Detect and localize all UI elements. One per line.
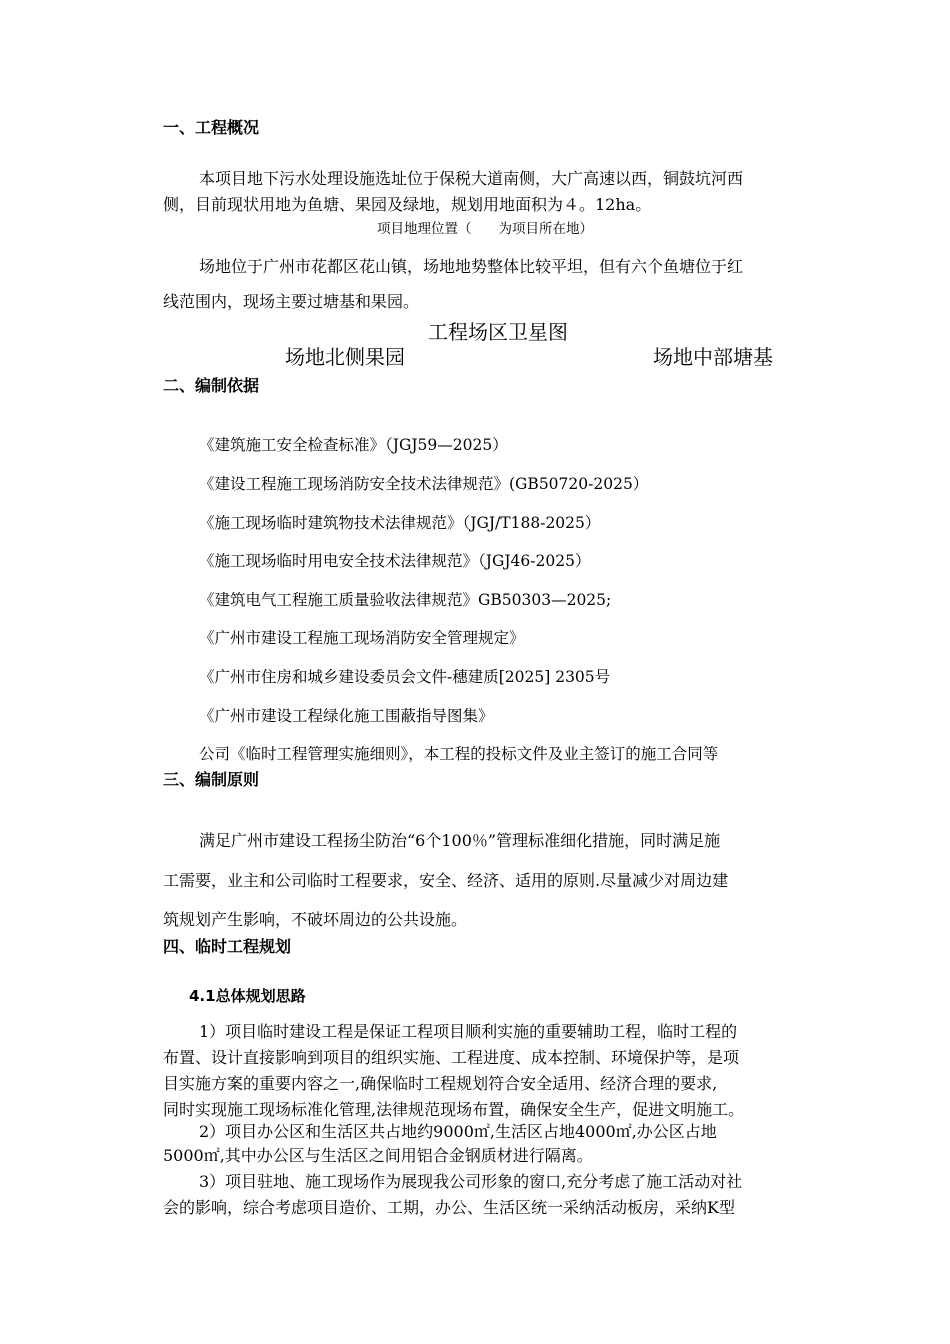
reference-item: 《广州市建设工程绿化施工围蔽指导图集》 [199, 707, 494, 725]
s4-para-2-line: 2）项目办公区和生活区共占地约9000㎡,生活区占地4000㎡,办公区占地 [199, 1122, 717, 1141]
s4-para-2-line: 5000㎡,其中办公区与生活区之间用铝合金钢质材进行隔离。 [163, 1146, 593, 1165]
s1-paragraph-2-line-1: 场地位于广州市花都区花山镇，场地地势整体比较平坦，但有六个鱼塘位于红 [199, 257, 744, 276]
reference-item: 《建筑电气工程施工质量验收法律规范》GB50303—2025; [199, 591, 612, 609]
s1-paragraph-1-line-1: 本项目地下污水处理设施选址位于保税大道南侧，大广高速以西，铜鼓坑河西 [199, 169, 744, 188]
s1-paragraph-2-line-2: 线范围内，现场主要过塘基和果园。 [163, 292, 420, 311]
s1-paragraph-1-line-2: 侧，目前现状用地为鱼塘、果园及绿地，规划用地面积为４。12ha。 [163, 195, 652, 214]
s4-para-3-line: 会的影响，综合考虑项目造价、工期，办公、生活区统一采纳活动板房，采纳K型 [163, 1198, 735, 1217]
reference-item: 《施工现场临时用电安全技术法律规范》（JGJ46-2025） [199, 552, 591, 570]
s4-para-1-line: 1）项目临时建设工程是保证工程项目顺利实施的重要辅助工程，临时工程的 [199, 1022, 738, 1041]
s4-para-1-line: 目实施方案的重要内容之一,确保临时工程规划符合安全适用、经济合理的要求, [163, 1074, 718, 1093]
satellite-caption: 工程场区卫星图 [428, 320, 568, 344]
s4-para-1-line: 布置、设计直接影响到项目的组织实施、工程进度、成本控制、环境保护等，是项 [163, 1048, 740, 1067]
s4-para-3-line: 3）项目驻地、施工现场作为展现我公司形象的窗口,充分考虑了施工活动对社 [199, 1172, 743, 1191]
s3-line-3: 筑规划产生影响，不破坏周边的公共设施。 [163, 910, 468, 929]
section-1-title: 一、工程概况 [163, 118, 260, 137]
reference-item: 公司《临时工程管理实施细则》，本工程的投标文件及业主签订的施工合同等 [199, 745, 719, 763]
section-4-title: 四、临时工程规划 [163, 937, 292, 956]
reference-item: 《广州市建设工程施工现场消防安全管理规定》 [199, 629, 525, 647]
s3-line-1: 满足广州市建设工程扬尘防治“6个100％”管理标准细化措施，同时满足施 [199, 831, 721, 850]
photo-caption-left: 场地北侧果园 [285, 345, 405, 369]
s4-para-1-line: 同时实现施工现场标准化管理,法律规范现场布置，确保安全生产，促进文明施工。 [163, 1100, 745, 1119]
section-3-title: 三、编制原则 [163, 770, 260, 789]
reference-item: 《广州市住房和城乡建设委员会文件-穗建质[2025] 2305号 [199, 668, 611, 686]
s3-line-2: 工需要，业主和公司临时工程要求，安全、经济、适用的原则.尽量减少对周边建 [163, 871, 729, 890]
photo-caption-right: 场地中部塘基 [653, 345, 773, 369]
reference-item: 《建设工程施工现场消防安全技术法律规范》(GB50720-2025） [199, 475, 649, 493]
map-caption: 项目地理位置（ 为项目所在地） [377, 221, 593, 237]
subsection-4-1-title: 4.1总体规划思路 [189, 987, 306, 1005]
reference-item: 《建筑施工安全检查标准》（JGJ59—2025） [199, 436, 508, 454]
section-2-title: 二、编制依据 [163, 376, 260, 395]
reference-item: 《施工现场临时建筑物技术法律规范》（JGJ/T188-2025） [199, 514, 601, 532]
